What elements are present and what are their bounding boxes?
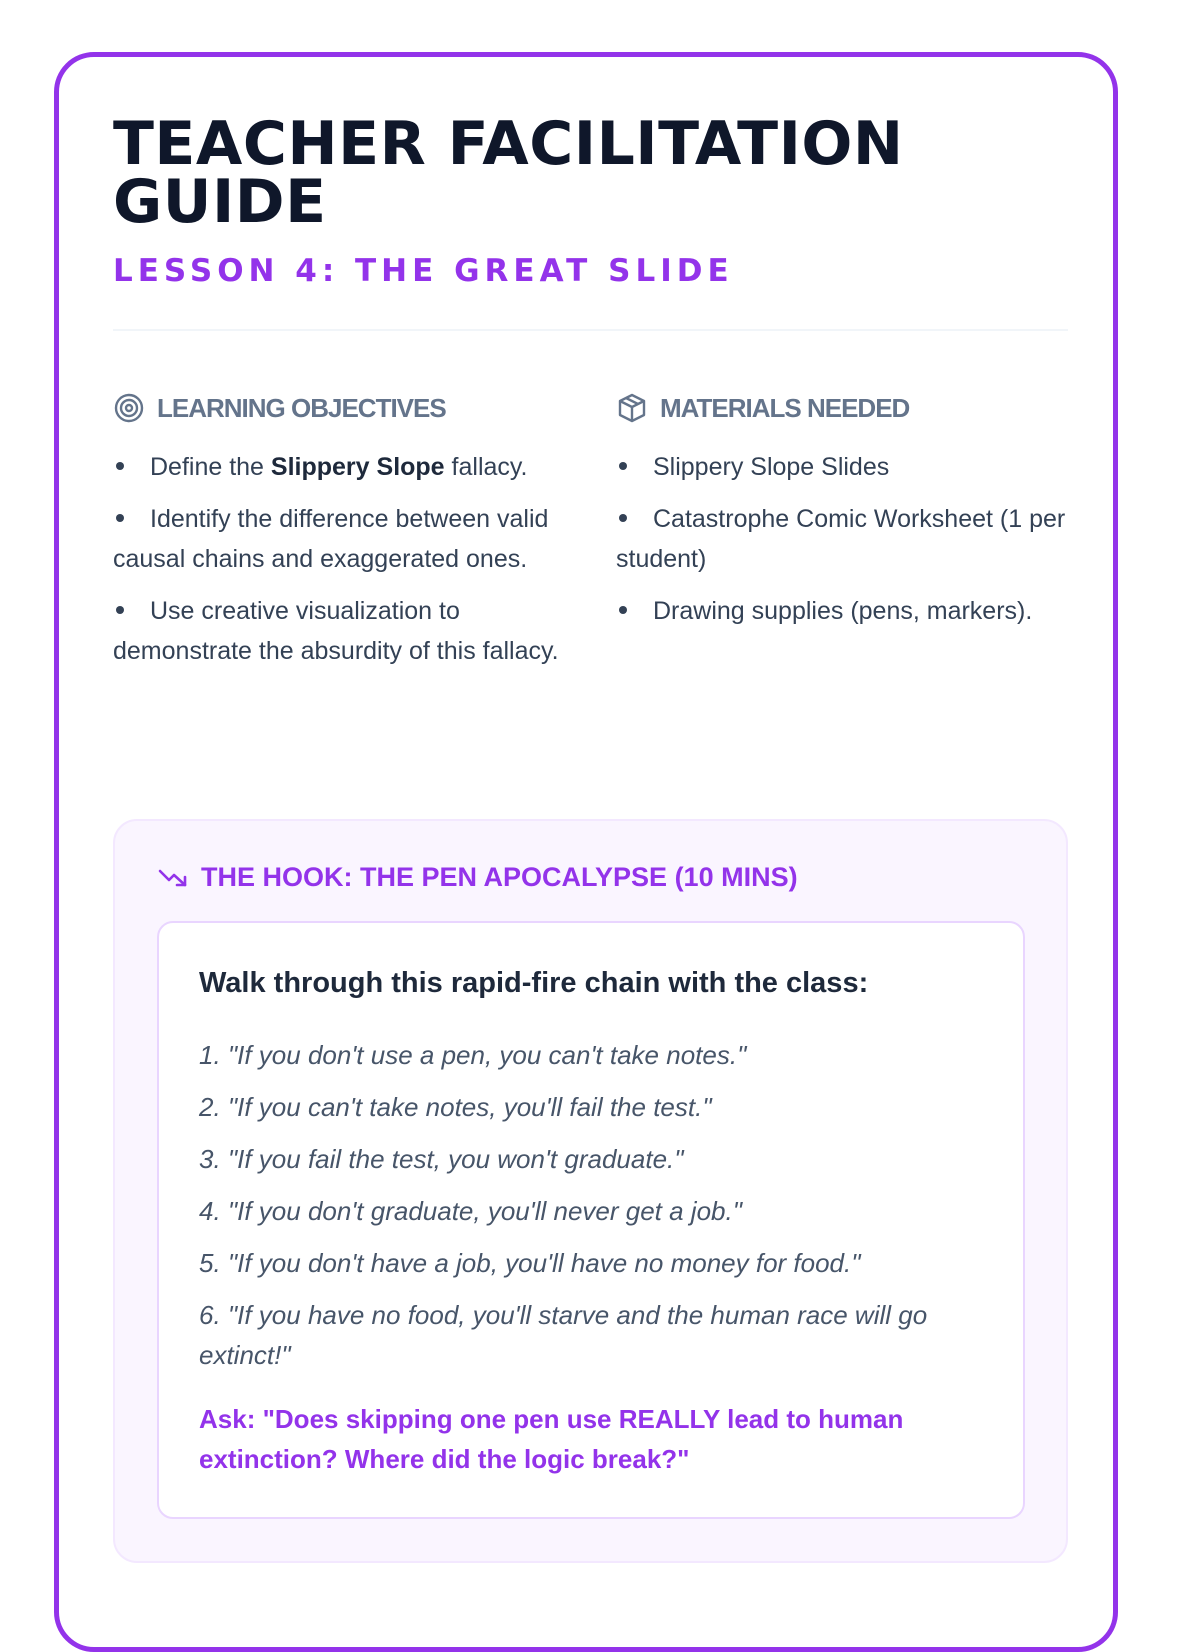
chain-step: 6. "If you have no food, you'll starve and the human race will go extinct!" [199,1300,928,1370]
materials-heading: MATERIALS NEEDED [660,392,910,423]
hook-intro: Walk through this rapid-fire chain with the class: [199,967,869,999]
divider [113,329,1068,331]
objective-item: Identify the difference between valid causal chains and exaggerated ones. [113,505,549,573]
objective-item: Define the Slippery Slope fallacy. [113,447,568,487]
chain-step: 2. "If you can't take notes, you'll fail the test." [199,1092,712,1122]
chain-step: 1. "If you don't use a pen, you can't take notes." [199,1040,747,1070]
hook-content [157,921,1025,1519]
objective-item: Use creative visualization to demonstrate the absurdity of this fallacy. [113,597,559,665]
materials-section [616,387,1071,643]
hook-section [113,819,1068,1563]
material-item: Slippery Slope Slides [616,447,1071,487]
page-title: TEACHER FACILITATION GUIDE [113,109,904,237]
guide-card [54,52,1118,1652]
trending-down-icon [157,861,189,893]
material-item: Drawing supplies (pens, markers). [616,591,1071,631]
chain-step: 3. "If you fail the test, you won't graduate." [199,1144,684,1174]
objectives-section [113,387,568,683]
hook-heading: THE HOOK: THE PEN APOCALYPSE (10 MINS) [201,861,798,892]
chain-step: 5. "If you don't have a job, you'll have no money for food." [199,1248,861,1278]
target-icon [113,392,145,424]
chain-step: 4. "If you don't graduate, you'll never get a job." [199,1196,742,1226]
term-highlight: Slippery Slope [270,453,445,481]
discussion-question: Ask: "Does skipping one pen use REALLY lead to human extinction? Where did the logic break?" [199,1404,904,1474]
lesson-subtitle: LESSON 4: THE GREAT SLIDE [113,253,734,289]
box-icon [616,392,648,424]
objectives-heading: LEARNING OBJECTIVES [157,392,446,423]
material-item: Catastrophe Comic Worksheet (1 per student) [616,505,1066,573]
